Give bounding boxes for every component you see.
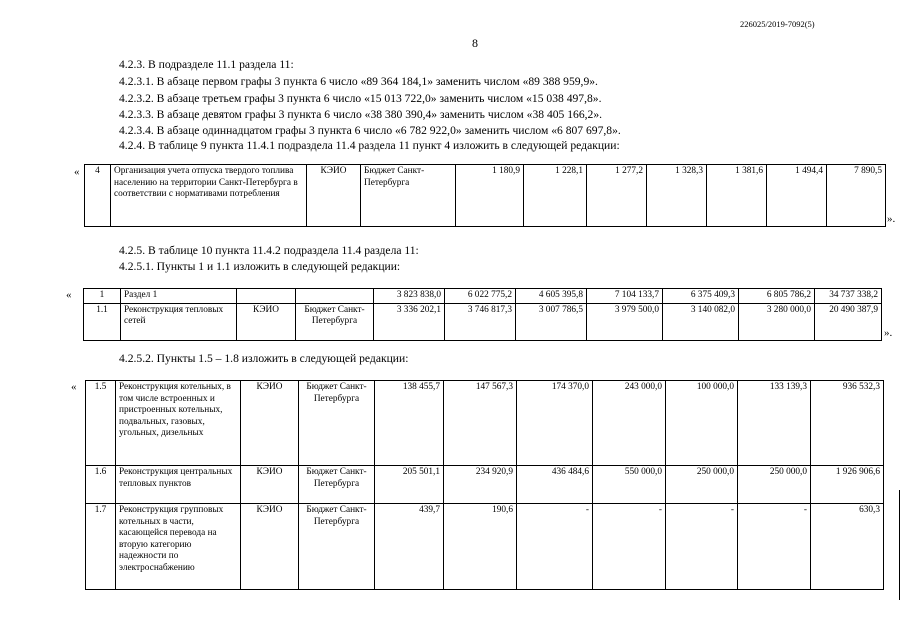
scan-edge-line (899, 490, 900, 600)
cell-no: 4 (85, 165, 111, 227)
cell-source: Бюджет Санкт-Петербурга (299, 381, 375, 466)
cell-value: 1 494,4 (767, 165, 827, 227)
cell-value: 100 000,0 (666, 381, 738, 466)
cell-value: 630,3 (811, 504, 884, 590)
cell-executor (237, 289, 296, 304)
quote-open-table1: « (74, 166, 80, 178)
cell-value: 6 022 775,2 (445, 289, 516, 304)
cell-value: 234 920,9 (444, 466, 517, 504)
cell-name: Организация учета отпуска твердого топлива населению на территории Санкт-Петербурга в соответствии с нормативами потребления (111, 165, 307, 227)
cell-value: 138 455,7 (375, 381, 444, 466)
table-row (86, 466, 884, 504)
paragraph-4-2-3-3: 4.2.3.3. В абзаце девятом графы 3 пункта 6 число «38 380 390,4» заменить числом «38 405 166,2». (119, 108, 603, 121)
cell-value: 1 180,9 (456, 165, 524, 227)
cell-value: 4 605 395,8 (516, 289, 587, 304)
cell-source: Бюджет Санкт-Петербурга (299, 504, 375, 590)
cell-name: Реконструкция групповых котельных в части, касающейся перевода на вторую категорию надежности по электроснабжению (116, 504, 241, 590)
table-row (86, 504, 884, 590)
table-items-1-5-1-8 (85, 380, 884, 590)
document-number: 226025/2019-7092(5) (740, 19, 815, 29)
cell-value: 3 280 000,0 (739, 303, 815, 340)
table-row (86, 381, 884, 466)
cell-no: 1 (84, 289, 121, 304)
paragraph-4-2-3-2: 4.2.3.2. В абзаце третьем графы 3 пункта 6 число «15 013 722,0» заменить числом «15 038 497,8». (119, 92, 602, 105)
cell-value: - (738, 504, 811, 590)
cell-value: 7 890,5 (827, 165, 886, 227)
table-row (84, 303, 882, 340)
table-row (84, 289, 882, 304)
cell-value: 34 737 338,2 (815, 289, 882, 304)
cell-value: 3 979 500,0 (587, 303, 663, 340)
cell-source: Бюджет Санкт-Петербурга (299, 466, 375, 504)
cell-value: 133 139,3 (738, 381, 811, 466)
cell-value: 3 140 082,0 (663, 303, 739, 340)
paragraph-4-2-3: 4.2.3. В подразделе 11.1 раздела 11: (119, 58, 294, 71)
cell-value: 190,6 (444, 504, 517, 590)
quote-close-table1: ». (887, 213, 896, 225)
cell-value: 243 000,0 (593, 381, 666, 466)
cell-value: 1 277,2 (587, 165, 647, 227)
cell-value: 3 823 838,0 (374, 289, 445, 304)
cell-value: 7 104 133,7 (587, 289, 663, 304)
cell-executor: КЭИО (241, 381, 299, 466)
cell-value: 6 375 409,3 (663, 289, 739, 304)
cell-executor: КЭИО (307, 165, 361, 227)
cell-value: - (666, 504, 738, 590)
cell-value: 1 328,3 (647, 165, 707, 227)
cell-value: 205 501,1 (375, 466, 444, 504)
paragraph-4-2-5: 4.2.5. В таблице 10 пункта 11.4.2 подраздела 11.4 раздела 11: (119, 244, 419, 257)
cell-value: 1 228,1 (524, 165, 587, 227)
cell-value: 3 746 817,3 (445, 303, 516, 340)
cell-source (296, 289, 374, 304)
paragraph-4-2-3-1: 4.2.3.1. В абзаце первом графы 3 пункта 6 число «89 364 184,1» заменить числом «89 388 959,9». (119, 75, 598, 88)
paragraph-4-2-3-4: 4.2.3.4. В абзаце одиннадцатом графы 3 пункта 6 число «6 782 922,0» заменить числом «6 807 697,8». (119, 124, 621, 137)
cell-value: 174 370,0 (517, 381, 593, 466)
cell-name: Раздел 1 (121, 289, 237, 304)
cell-name: Реконструкция центральных тепловых пунктов (116, 466, 241, 504)
cell-value: 3 336 202,1 (374, 303, 445, 340)
cell-value: 147 567,3 (444, 381, 517, 466)
cell-name: Реконструкция тепловых сетей (121, 303, 237, 340)
cell-executor: КЭИО (237, 303, 296, 340)
table-row (85, 165, 886, 227)
cell-value: 936 532,3 (811, 381, 884, 466)
cell-source: Бюджет Санкт-Петербурга (361, 165, 456, 227)
table-items-1-1-1 (83, 288, 882, 341)
cell-no: 1.7 (86, 504, 116, 590)
paragraph-4-2-5-1: 4.2.5.1. Пункты 1 и 1.1 изложить в следующей редакции: (119, 260, 401, 273)
cell-value: - (517, 504, 593, 590)
cell-no: 1.1 (84, 303, 121, 340)
cell-value: 439,7 (375, 504, 444, 590)
cell-value: 436 484,6 (517, 466, 593, 504)
cell-no: 1.5 (86, 381, 116, 466)
cell-value: 20 490 387,9 (815, 303, 882, 340)
cell-source: Бюджет Санкт-Петербурга (296, 303, 374, 340)
cell-executor: КЭИО (241, 466, 299, 504)
paragraph-4-2-4: 4.2.4. В таблице 9 пункта 11.4.1 подраздела 11.4 раздела 11 пункт 4 изложить в следующей редакции: (119, 139, 620, 152)
cell-name: Реконструкция котельных, в том числе встроенных и пристроенных котельных, подвальных, газовых, угольных, дизельных (116, 381, 241, 466)
cell-value: 1 926 906,6 (811, 466, 884, 504)
paragraph-4-2-5-2: 4.2.5.2. Пункты 1.5 – 1.8 изложить в следующей редакции: (119, 352, 409, 365)
quote-open-table3: « (71, 381, 77, 393)
cell-value: - (593, 504, 666, 590)
quote-close-table2: ». (884, 327, 893, 339)
cell-value: 6 805 786,2 (739, 289, 815, 304)
cell-value: 550 000,0 (593, 466, 666, 504)
table-item-4 (84, 164, 886, 227)
cell-value: 250 000,0 (738, 466, 811, 504)
page-number: 8 (472, 36, 478, 50)
cell-value: 3 007 786,5 (516, 303, 587, 340)
cell-no: 1.6 (86, 466, 116, 504)
cell-value: 250 000,0 (666, 466, 738, 504)
cell-value: 1 381,6 (707, 165, 767, 227)
quote-open-table2: « (66, 289, 72, 301)
cell-executor: КЭИО (241, 504, 299, 590)
